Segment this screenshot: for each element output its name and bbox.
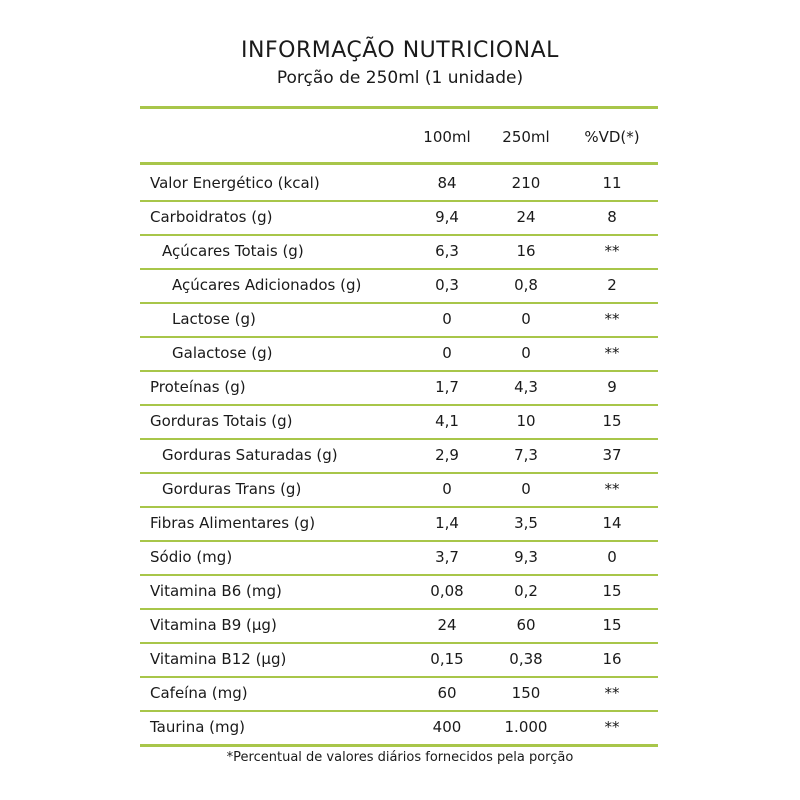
nutrient-value-v250: 10 bbox=[516, 412, 536, 430]
nutrient-label: Cafeína (mg) bbox=[150, 684, 248, 702]
nutrient-value-v250: 210 bbox=[511, 174, 541, 192]
nutrient-label: Fibras Alimentares (g) bbox=[150, 514, 316, 532]
nutrient-value-v100: 2,9 bbox=[435, 446, 459, 464]
nutrient-label: Vitamina B6 (mg) bbox=[150, 582, 282, 600]
nutrient-label: Lactose (g) bbox=[172, 310, 256, 328]
nutrient-value-v250: 4,3 bbox=[514, 378, 538, 396]
footnote: *Percentual de valores diários fornecidos pela porção bbox=[226, 750, 574, 765]
nutrient-value-v250: 1.000 bbox=[504, 718, 548, 736]
nutrient-value-v100: 84 bbox=[437, 174, 457, 192]
nutrient-label: Sódio (mg) bbox=[150, 548, 233, 566]
nutrient-value-v100: 4,1 bbox=[435, 412, 459, 430]
row-divider bbox=[140, 438, 658, 440]
nutrient-value-v250: 0,38 bbox=[509, 650, 543, 668]
nutrient-label: Valor Energético (kcal) bbox=[150, 174, 320, 192]
row-divider bbox=[140, 336, 658, 338]
table-title: INFORMAÇÃO NUTRICIONAL bbox=[241, 38, 559, 63]
nutrient-value-vd: 15 bbox=[602, 582, 622, 600]
nutrient-label: Gorduras Trans (g) bbox=[162, 480, 302, 498]
nutrient-label: Vitamina B9 (µg) bbox=[150, 616, 277, 634]
column-header: 100ml bbox=[423, 128, 471, 146]
nutrient-value-v250: 150 bbox=[511, 684, 541, 702]
row-divider bbox=[140, 506, 658, 508]
nutrient-value-vd: ** bbox=[604, 344, 620, 362]
nutrient-value-vd: 14 bbox=[602, 514, 622, 532]
nutrient-value-v250: 60 bbox=[516, 616, 536, 634]
row-divider bbox=[140, 268, 658, 270]
row-divider bbox=[140, 710, 658, 712]
row-divider bbox=[140, 676, 658, 678]
nutrient-label: Gorduras Saturadas (g) bbox=[162, 446, 338, 464]
nutrient-value-v100: 6,3 bbox=[435, 242, 459, 260]
nutrient-value-vd: 9 bbox=[607, 378, 617, 396]
nutrient-label: Gorduras Totais (g) bbox=[150, 412, 293, 430]
nutrient-value-v250: 0 bbox=[521, 480, 531, 498]
nutrient-value-vd: 2 bbox=[607, 276, 617, 294]
nutrient-value-v100: 0,08 bbox=[430, 582, 464, 600]
divider-bottom bbox=[140, 744, 658, 747]
row-divider bbox=[140, 234, 658, 236]
row-divider bbox=[140, 472, 658, 474]
nutrient-value-v100: 1,4 bbox=[435, 514, 459, 532]
nutrient-value-v100: 1,7 bbox=[435, 378, 459, 396]
nutrient-value-v100: 9,4 bbox=[435, 208, 459, 226]
row-divider bbox=[140, 404, 658, 406]
nutrient-value-v250: 0,2 bbox=[514, 582, 538, 600]
nutrient-value-vd: ** bbox=[604, 718, 620, 736]
nutrient-value-v250: 0 bbox=[521, 344, 531, 362]
row-divider bbox=[140, 540, 658, 542]
nutrient-label: Açúcares Adicionados (g) bbox=[172, 276, 362, 294]
nutrient-value-v100: 0 bbox=[442, 344, 452, 362]
divider-top bbox=[140, 106, 658, 109]
nutrient-value-v250: 0 bbox=[521, 310, 531, 328]
row-divider bbox=[140, 642, 658, 644]
nutrient-value-v250: 0,8 bbox=[514, 276, 538, 294]
row-divider bbox=[140, 302, 658, 304]
serving-size: Porção de 250ml (1 unidade) bbox=[276, 68, 524, 88]
nutrient-label: Taurina (mg) bbox=[150, 718, 246, 736]
nutrient-value-vd: ** bbox=[604, 684, 620, 702]
nutrient-label: Carboidratos (g) bbox=[150, 208, 273, 226]
nutrient-value-v100: 0 bbox=[442, 310, 452, 328]
nutrient-label: Vitamina B12 (µg) bbox=[150, 650, 287, 668]
nutrient-value-vd: 0 bbox=[607, 548, 617, 566]
nutrient-value-vd: 16 bbox=[602, 650, 622, 668]
nutrient-value-v250: 7,3 bbox=[514, 446, 538, 464]
row-divider bbox=[140, 200, 658, 202]
divider-header bbox=[140, 162, 658, 165]
nutrient-value-v100: 24 bbox=[437, 616, 457, 634]
nutrient-value-vd: 8 bbox=[607, 208, 617, 226]
nutrient-value-v250: 9,3 bbox=[514, 548, 538, 566]
nutrient-value-vd: 15 bbox=[602, 412, 622, 430]
nutrient-value-vd: ** bbox=[604, 242, 620, 260]
row-divider bbox=[140, 370, 658, 372]
nutrient-value-vd: 11 bbox=[602, 174, 622, 192]
nutrient-value-vd: 15 bbox=[602, 616, 622, 634]
nutrient-value-v100: 60 bbox=[437, 684, 457, 702]
nutrient-value-v250: 16 bbox=[516, 242, 536, 260]
row-divider bbox=[140, 574, 658, 576]
nutrient-value-vd: ** bbox=[604, 480, 620, 498]
nutrient-label: Galactose (g) bbox=[172, 344, 273, 362]
nutrient-value-v100: 0 bbox=[442, 480, 452, 498]
row-divider bbox=[140, 608, 658, 610]
nutrient-value-v100: 0,15 bbox=[430, 650, 464, 668]
nutrient-value-v100: 0,3 bbox=[435, 276, 459, 294]
nutrient-value-v100: 3,7 bbox=[435, 548, 459, 566]
nutrient-value-v250: 24 bbox=[516, 208, 536, 226]
nutrient-value-v250: 3,5 bbox=[514, 514, 538, 532]
nutrient-label: Açúcares Totais (g) bbox=[162, 242, 304, 260]
column-header: %VD(*) bbox=[584, 128, 640, 146]
column-header: 250ml bbox=[502, 128, 550, 146]
nutrient-value-vd: 37 bbox=[602, 446, 622, 464]
nutrient-value-vd: ** bbox=[604, 310, 620, 328]
nutrient-label: Proteínas (g) bbox=[150, 378, 246, 396]
nutrient-value-v100: 400 bbox=[432, 718, 462, 736]
